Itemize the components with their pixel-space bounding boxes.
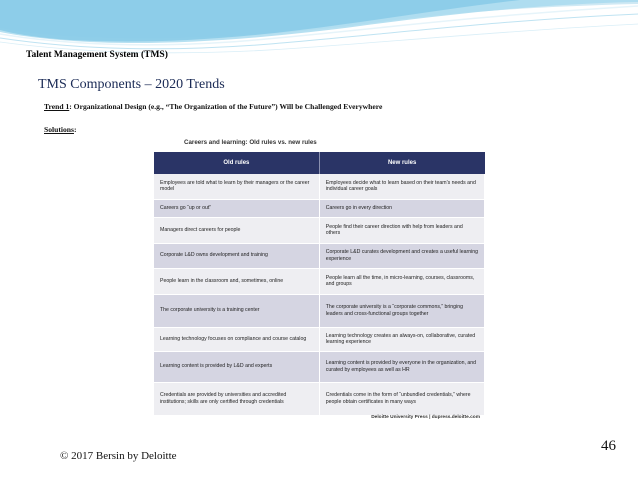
old-rule-cell: Credentials are provided by universities and accredited institutions; skills are only certified through credentials	[154, 382, 319, 415]
solutions-heading	[44, 125, 77, 134]
table-row	[154, 351, 485, 382]
old-rule-cell: Careers go “up or out”	[154, 199, 319, 217]
old-rule-cell: Learning technology focuses on compliance and course catalog	[154, 327, 319, 351]
table-row	[154, 174, 485, 199]
copyright-notice: © 2017 Bersin by Deloitte	[60, 450, 177, 462]
slide-title: TMS Components – 2020 Trends	[38, 77, 225, 92]
new-rule-cell: People learn all the time, in micro-learning, courses, classrooms, and groups	[319, 268, 484, 294]
table-row	[154, 294, 485, 327]
table-caption: Careers and learning: Old rules vs. new rules	[184, 139, 317, 146]
table-source-credit: Deloitte University Press | dupress.deloitte.com	[371, 415, 480, 420]
solutions-suffix: :	[73, 125, 77, 134]
new-rule-cell: Employees decide what to learn based on their team's needs and individual career goals	[319, 174, 484, 199]
header-old-rules: Old rules	[154, 152, 319, 174]
presentation-header: Talent Management System (TMS)	[26, 50, 168, 60]
trend-text: : Organizational Design (e.g., “The Organization of the Future”) Will be Challenged Everywhere	[69, 102, 383, 111]
rules-table	[154, 152, 485, 416]
table-row	[154, 243, 485, 268]
old-rule-cell: Corporate L&D owns development and training	[154, 243, 319, 268]
new-rule-cell: People find their career direction with help from leaders and others	[319, 217, 484, 243]
trend-statement	[44, 102, 382, 111]
new-rule-cell: Corporate L&D curates development and creates a useful learning experience	[319, 243, 484, 268]
new-rule-cell: Learning technology creates an always-on, collaborative, curated learning experience	[319, 327, 484, 351]
page-number: 46	[601, 438, 616, 454]
table-row	[154, 268, 485, 294]
table-row	[154, 327, 485, 351]
old-rule-cell: Managers direct careers for people	[154, 217, 319, 243]
old-rule-cell: The corporate university is a training center	[154, 294, 319, 327]
rules-comparison-figure	[150, 135, 488, 427]
table-header-row	[154, 152, 485, 174]
table-row	[154, 199, 485, 217]
header-new-rules: New rules	[319, 152, 484, 174]
table-row	[154, 217, 485, 243]
solutions-label: Solutions	[44, 125, 74, 134]
new-rule-cell: Careers go in every direction	[319, 199, 484, 217]
old-rule-cell: People learn in the classroom and, sometimes, online	[154, 268, 319, 294]
table-row	[154, 382, 485, 415]
new-rule-cell: Learning content is provided by everyone in the organization, and curated by employees as well as HR	[319, 351, 484, 382]
new-rule-cell: The corporate university is a “corporate commons,” bringing leaders and cross-functional groups together	[319, 294, 484, 327]
trend-label: Trend 1	[44, 102, 70, 111]
new-rule-cell: Credentials come in the form of “unbundled credentials,” where people obtain certificates in many ways	[319, 382, 484, 415]
old-rule-cell: Employees are told what to learn by their managers or the career model	[154, 174, 319, 199]
old-rule-cell: Learning content is provided by L&D and experts	[154, 351, 319, 382]
